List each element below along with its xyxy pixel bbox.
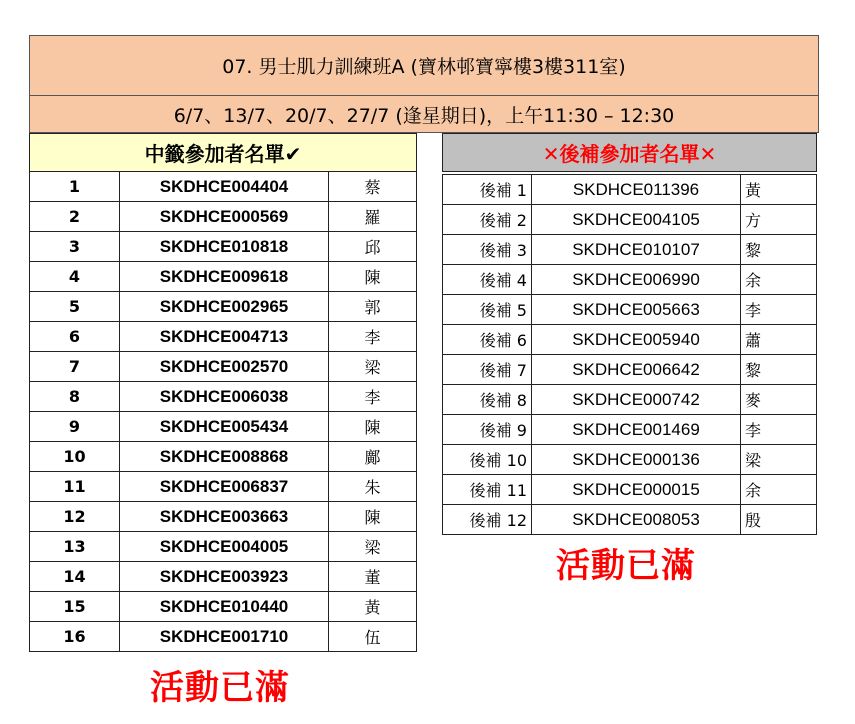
- row-number: 後補 9: [443, 415, 532, 445]
- selected-row: [30, 442, 417, 472]
- member-surname: 陳: [329, 502, 417, 532]
- selected-row: [30, 592, 417, 622]
- cross-icon: ✕: [542, 142, 560, 166]
- waitlist-row: [443, 235, 817, 265]
- member-id: SKDHCE005434: [120, 412, 329, 442]
- waitlist-row: [443, 445, 817, 475]
- member-surname: 李: [329, 322, 417, 352]
- member-surname: 黃: [741, 175, 817, 205]
- row-number: 16: [30, 622, 120, 652]
- selected-row: [30, 262, 417, 292]
- row-number: 8: [30, 382, 120, 412]
- class-schedule: [29, 95, 819, 133]
- member-id: SKDHCE001469: [532, 415, 741, 445]
- member-id: SKDHCE010107: [532, 235, 741, 265]
- member-id: SKDHCE006990: [532, 265, 741, 295]
- member-id: SKDHCE000569: [120, 202, 329, 232]
- member-surname: 李: [741, 415, 817, 445]
- selected-banner: [30, 134, 417, 172]
- waitlist-banner-row: [443, 134, 817, 172]
- member-surname: 黃: [329, 592, 417, 622]
- waitlist-row: [443, 175, 817, 205]
- waitlist-row: [443, 505, 817, 535]
- member-surname: 殷: [741, 505, 817, 535]
- class-title: [29, 35, 819, 96]
- member-surname: 陳: [329, 412, 417, 442]
- member-id: SKDHCE010440: [120, 592, 329, 622]
- member-surname: 郭: [329, 292, 417, 322]
- member-surname: 梁: [741, 445, 817, 475]
- waitlist-row: [443, 415, 817, 445]
- selected-row: [30, 502, 417, 532]
- member-id: SKDHCE008053: [532, 505, 741, 535]
- member-id: SKDHCE009618: [120, 262, 329, 292]
- member-id: SKDHCE004404: [120, 172, 329, 202]
- selected-row: [30, 352, 417, 382]
- member-id: SKDHCE005940: [532, 325, 741, 355]
- member-id: SKDHCE008868: [120, 442, 329, 472]
- waitlist-banner-label: 後補參加者名單: [559, 142, 700, 166]
- member-id: SKDHCE000015: [532, 475, 741, 505]
- selected-row: [30, 232, 417, 262]
- selected-banner-label: 中籤參加者名單: [144, 142, 285, 166]
- row-number: 14: [30, 562, 120, 592]
- waitlist-row: [443, 355, 817, 385]
- member-surname: 邱: [329, 232, 417, 262]
- member-surname: 羅: [329, 202, 417, 232]
- selected-full-notice: 活動已滿: [150, 668, 290, 708]
- member-id: SKDHCE004105: [532, 205, 741, 235]
- row-number: 後補 5: [443, 295, 532, 325]
- member-surname: 陳: [329, 262, 417, 292]
- member-id: SKDHCE003663: [120, 502, 329, 532]
- member-surname: 黎: [741, 235, 817, 265]
- row-number: 3: [30, 232, 120, 262]
- row-number: 後補 6: [443, 325, 532, 355]
- row-number: 後補 10: [443, 445, 532, 475]
- member-id: SKDHCE002570: [120, 352, 329, 382]
- waitlist-rows: [443, 175, 817, 535]
- member-surname: 蕭: [741, 325, 817, 355]
- waitlist-row: [443, 265, 817, 295]
- row-number: 後補 8: [443, 385, 532, 415]
- row-number: 後補 1: [443, 175, 532, 205]
- member-surname: 鄺: [329, 442, 417, 472]
- class-title-text: 07. 男士肌力訓練班A (寶林邨寶寧樓3樓311室): [222, 56, 626, 78]
- member-id: SKDHCE001710: [120, 622, 329, 652]
- member-surname: 蔡: [329, 172, 417, 202]
- member-id: SKDHCE011396: [532, 175, 741, 205]
- row-number: 後補 12: [443, 505, 532, 535]
- selected-row: [30, 322, 417, 352]
- selected-row: [30, 172, 417, 202]
- row-number: 13: [30, 532, 120, 562]
- member-id: SKDHCE004005: [120, 532, 329, 562]
- member-surname: 梁: [329, 532, 417, 562]
- row-number: 12: [30, 502, 120, 532]
- selected-row: [30, 292, 417, 322]
- row-number: 後補 7: [443, 355, 532, 385]
- member-id: SKDHCE006837: [120, 472, 329, 502]
- row-number: 10: [30, 442, 120, 472]
- row-number: 1: [30, 172, 120, 202]
- member-surname: 方: [741, 205, 817, 235]
- member-id: SKDHCE005663: [532, 295, 741, 325]
- waitlist-row: [443, 475, 817, 505]
- waitlist-full-notice: 活動已滿: [556, 546, 696, 586]
- row-number: 4: [30, 262, 120, 292]
- member-surname: 余: [741, 475, 817, 505]
- row-number: 7: [30, 352, 120, 382]
- member-surname: 麥: [741, 385, 817, 415]
- row-number: 9: [30, 412, 120, 442]
- row-number: 後補 4: [443, 265, 532, 295]
- member-surname: 朱: [329, 472, 417, 502]
- row-number: 後補 11: [443, 475, 532, 505]
- member-surname: 李: [329, 382, 417, 412]
- member-id: SKDHCE010818: [120, 232, 329, 262]
- selected-row: [30, 562, 417, 592]
- selected-row: [30, 532, 417, 562]
- check-icon: ✔: [284, 142, 302, 166]
- member-surname: 梁: [329, 352, 417, 382]
- selected-rows: [30, 172, 417, 652]
- member-id: SKDHCE003923: [120, 562, 329, 592]
- member-surname: 伍: [329, 622, 417, 652]
- selected-participants-table: [29, 133, 417, 652]
- waitlist-row: [443, 325, 817, 355]
- member-surname: 李: [741, 295, 817, 325]
- class-schedule-text: 6/7、13/7、20/7、27/7 (逢星期日)，上午11:30 – 12:30: [173, 104, 675, 127]
- row-number: 後補 2: [443, 205, 532, 235]
- row-number: 後補 3: [443, 235, 532, 265]
- row-number: 11: [30, 472, 120, 502]
- waitlist-row: [443, 295, 817, 325]
- member-id: SKDHCE000136: [532, 445, 741, 475]
- row-number: 15: [30, 592, 120, 622]
- member-id: SKDHCE002965: [120, 292, 329, 322]
- waitlist-table: [442, 133, 817, 535]
- member-id: SKDHCE006642: [532, 355, 741, 385]
- member-surname: 黎: [741, 355, 817, 385]
- member-id: SKDHCE004713: [120, 322, 329, 352]
- selected-row: [30, 412, 417, 442]
- selected-row: [30, 622, 417, 652]
- cross-icon: ✕: [699, 142, 717, 166]
- waitlist-row: [443, 385, 817, 415]
- selected-row: [30, 472, 417, 502]
- member-surname: 余: [741, 265, 817, 295]
- waitlist-row: [443, 205, 817, 235]
- selected-row: [30, 382, 417, 412]
- waitlist-banner: [443, 134, 817, 172]
- row-number: 5: [30, 292, 120, 322]
- selected-row: [30, 202, 417, 232]
- row-number: 6: [30, 322, 120, 352]
- selected-banner-row: [30, 134, 417, 172]
- row-number: 2: [30, 202, 120, 232]
- member-id: SKDHCE000742: [532, 385, 741, 415]
- member-surname: 董: [329, 562, 417, 592]
- member-id: SKDHCE006038: [120, 382, 329, 412]
